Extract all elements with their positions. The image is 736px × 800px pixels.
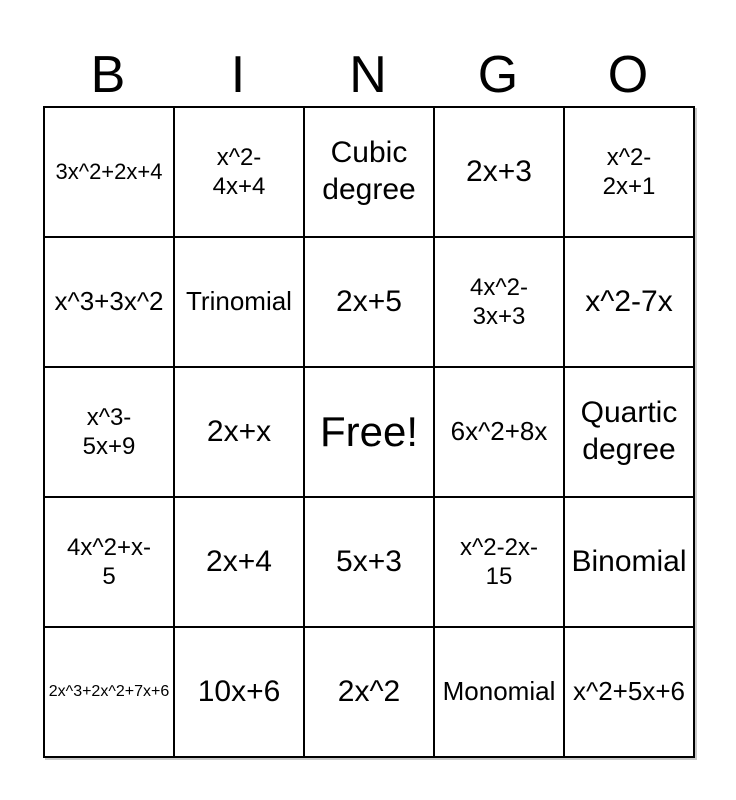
cell-text [46, 403, 172, 462]
cell-text [306, 674, 432, 711]
cell-text [566, 143, 692, 202]
cell-text [176, 286, 302, 318]
bingo-cell[interactable] [434, 237, 564, 367]
cell-line: 2x+5 [336, 284, 402, 318]
cell-text [306, 135, 432, 208]
bingo-cell[interactable] [434, 107, 564, 237]
bingo-row [44, 107, 694, 237]
cell-line: 2x+x [206, 414, 272, 448]
cell-line: 4x^2- [470, 273, 528, 301]
cell-line: x^3- [86, 403, 132, 431]
cell-line: degree [322, 173, 416, 206]
bingo-row [44, 497, 694, 627]
bingo-cell[interactable] [564, 367, 694, 497]
bingo-cell[interactable] [304, 107, 434, 237]
bingo-header [43, 0, 693, 106]
cell-text [46, 533, 172, 592]
bingo-cell[interactable] [304, 627, 434, 757]
cell-line: x^2- [216, 143, 262, 171]
cell-line: 2x+1 [602, 173, 656, 200]
cell-text [176, 674, 302, 711]
bingo-cell[interactable] [304, 497, 434, 627]
cell-text [306, 284, 432, 321]
bingo-cell[interactable] [174, 367, 304, 497]
bingo-cell[interactable] [564, 497, 694, 627]
cell-line: 3x+3 [472, 303, 526, 330]
header-letter-i: I [230, 46, 246, 104]
bingo-cell[interactable] [44, 367, 174, 497]
cell-line: 2x^2 [337, 674, 401, 708]
cell-text [436, 154, 562, 191]
cell-text [306, 544, 432, 581]
bingo-cell[interactable] [564, 237, 694, 367]
cell-text [176, 544, 302, 581]
bingo-cell[interactable] [174, 107, 304, 237]
bingo-cell[interactable] [44, 627, 174, 757]
cell-line: 15 [485, 563, 513, 590]
cell-line: Free! [319, 408, 419, 456]
bingo-row [44, 237, 694, 367]
cell-line: Trinomial [186, 286, 292, 317]
bingo-row [44, 627, 694, 757]
cell-text [566, 544, 692, 581]
cell-text [436, 273, 562, 332]
bingo-row [44, 367, 694, 497]
cell-text [46, 286, 172, 318]
cell-line: x^2+5x+6 [573, 676, 685, 707]
header-letter-b: B [90, 46, 126, 104]
cell-line: 4x+4 [212, 173, 266, 200]
bingo-cell[interactable] [174, 627, 304, 757]
cell-line: 3x^2+2x+4 [55, 158, 163, 184]
cell-line: 2x^3+2x^2+7x+6 [48, 683, 170, 701]
bingo-cell[interactable] [44, 237, 174, 367]
cell-text [436, 533, 562, 592]
header-letter-o: O [607, 46, 649, 104]
bingo-cell[interactable] [434, 627, 564, 757]
cell-line: 2x+4 [206, 544, 272, 578]
cell-line: Binomial [571, 544, 687, 578]
bingo-cell[interactable] [564, 107, 694, 237]
header-letter-n: N [349, 46, 387, 104]
bingo-cell[interactable] [434, 497, 564, 627]
cell-line: 2x+3 [466, 154, 532, 188]
cell-line: Quartic [580, 396, 678, 430]
cell-text [46, 682, 172, 702]
cell-text [46, 159, 172, 186]
cell-line: 10x+6 [197, 674, 281, 708]
cell-line: x^2-7x [585, 284, 673, 318]
cell-line: 6x^2+8x [450, 416, 548, 447]
bingo-cell[interactable] [44, 107, 174, 237]
cell-text [566, 395, 692, 468]
cell-line: 5 [102, 563, 116, 590]
cell-text [566, 676, 692, 708]
bingo-cell[interactable] [44, 497, 174, 627]
cell-line: Cubic [330, 136, 408, 170]
cell-text [176, 143, 302, 202]
bingo-cell[interactable] [564, 627, 694, 757]
bingo-cell[interactable] [434, 367, 564, 497]
bingo-grid [43, 106, 695, 758]
bingo-grid-body [44, 107, 694, 757]
bingo-cell[interactable] [174, 497, 304, 627]
bingo-cell[interactable] [174, 237, 304, 367]
header-letter-g: G [477, 46, 519, 104]
cell-line: x^2- [606, 143, 652, 171]
cell-text [176, 414, 302, 451]
cell-text [436, 416, 562, 448]
cell-text [436, 676, 562, 708]
cell-line: 5x+9 [82, 433, 136, 460]
cell-line: degree [582, 433, 676, 466]
cell-line: Monomial [442, 676, 556, 707]
cell-line: x^3+3x^2 [54, 286, 164, 317]
cell-line: x^2-2x- [460, 533, 538, 561]
free-cell[interactable] [304, 367, 434, 497]
cell-text [306, 406, 432, 457]
cell-text [566, 284, 692, 321]
bingo-cell[interactable] [304, 237, 434, 367]
cell-line: 4x^2+x- [67, 533, 151, 561]
cell-line: 5x+3 [336, 544, 402, 578]
